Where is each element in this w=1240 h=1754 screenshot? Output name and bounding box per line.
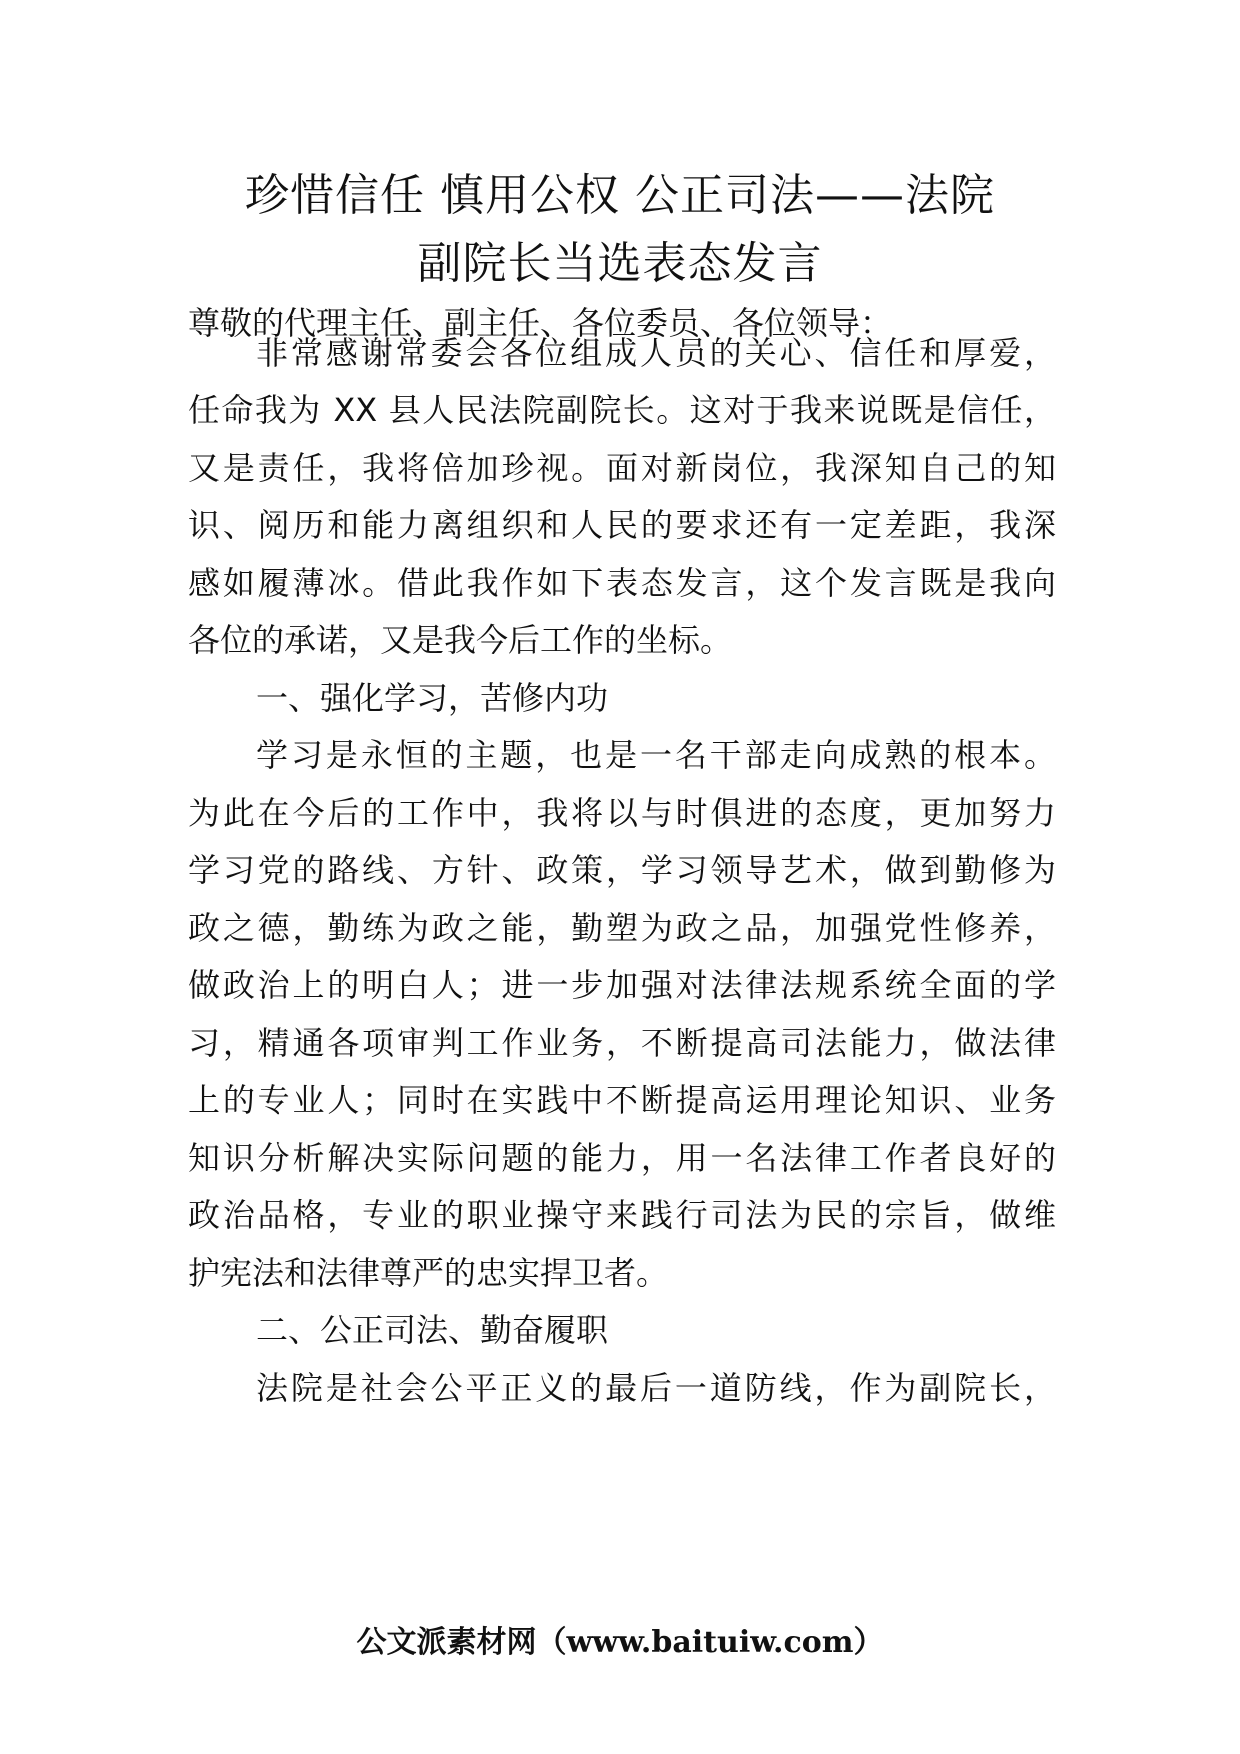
paragraph-line: 各位的承诺，又是我今后工作的坐标。 (188, 621, 733, 659)
paragraph-line: 学习党的路线、方针、政策，学习领导艺术，做到勤修为 (188, 851, 1056, 889)
paragraph-line: 法院是社会公平正义的最后一道防线，作为副院长， (256, 1369, 1056, 1407)
paragraph-line: 又是责任，我将倍加珍视。面对新岗位，我深知自己的知 (188, 449, 1056, 487)
document-title-line-2: 副院长当选表态发言 (417, 238, 823, 289)
footer-watermark: 公文派素材网（www.baituiw.com） (356, 1625, 884, 1660)
paragraph-line: 习，精通各项审判工作业务，不断提高司法能力，做法律 (188, 1024, 1056, 1062)
paragraph-line: 知识分析解决实际问题的能力，用一名法律工作者良好的 (188, 1139, 1056, 1177)
paragraph-line: 政治品格，专业的职业操守来践行司法为民的宗旨，做维 (188, 1196, 1056, 1234)
section-heading-2: 二、公正司法、勤奋履职 (256, 1311, 609, 1349)
paragraph-line: 为此在今后的工作中，我将以与时俱进的态度，更加努力 (188, 794, 1056, 832)
paragraph-line: 学习是永恒的主题，也是一名干部走向成熟的根本。 (256, 736, 1056, 774)
paragraph-line: 政之德，勤练为政之能，勤塑为政之品，加强党性修养， (188, 909, 1056, 947)
paragraph-line: 非常感谢常委会各位组成人员的关心、信任和厚爱， (256, 334, 1056, 372)
document-title-line-1: 珍惜信任 慎用公权 公正司法——法院 (245, 170, 995, 221)
paragraph-line: 任命我为 XX 县人民法院副院长。这对于我来说既是信任， (188, 391, 1056, 429)
salutation: 尊敬的代理主任、副主任、各位委员、各位领导： (188, 304, 893, 342)
section-heading-1: 一、强化学习，苦修内功 (256, 679, 609, 717)
paragraph-line: 做政治上的明白人；进一步加强对法律法规系统全面的学 (188, 966, 1056, 1004)
paragraph-line: 上的专业人；同时在实践中不断提高运用理论知识、业务 (188, 1081, 1056, 1119)
paragraph-line: 感如履薄冰。借此我作如下表态发言，这个发言既是我向 (188, 564, 1056, 602)
paragraph-line: 护宪法和法律尊严的忠实捍卫者。 (188, 1254, 669, 1292)
paragraph-line: 识、阅历和能力离组织和人民的要求还有一定差距，我深 (188, 506, 1056, 544)
